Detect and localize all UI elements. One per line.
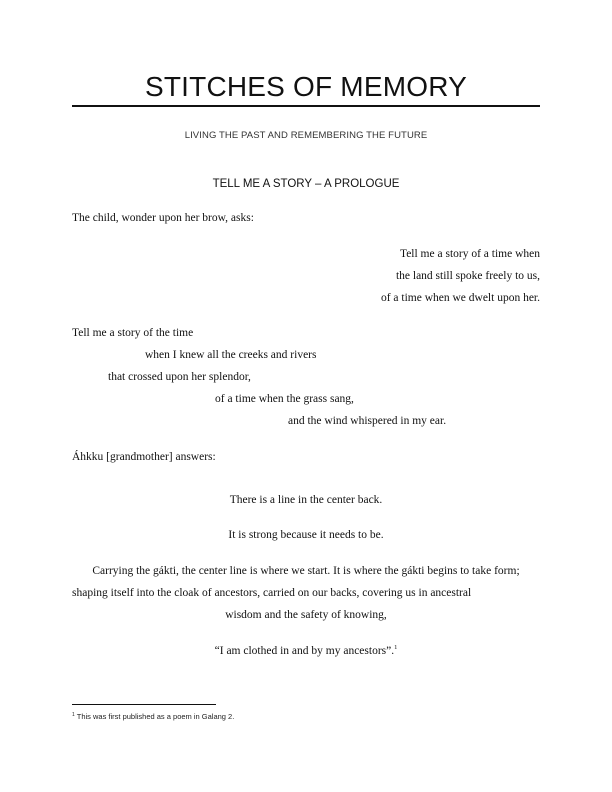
stanza1-line-3: of a time when we dwelt upon her. <box>380 292 540 304</box>
center-line-1: There is a line in the center back. <box>229 494 383 506</box>
answer-line: Áhkku [grandmother] answers: <box>72 451 216 463</box>
stanza1-line-2: the land still spoke freely to us, <box>395 270 540 282</box>
stanza2-line-2: when I knew all the creeks and rivers <box>145 349 317 361</box>
section-heading: TELL ME A STORY – A PROLOGUE <box>212 178 400 190</box>
intro-line: The child, wonder upon her brow, asks: <box>72 212 254 224</box>
quote-line <box>0 644 612 657</box>
paragraph-line-3: wisdom and the safety of knowing, <box>225 609 387 621</box>
document-subtitle: LIVING THE PAST AND REMEMBERING THE FUTURE <box>184 130 428 141</box>
title-rule <box>72 105 540 107</box>
stanza2-line-1: Tell me a story of the time <box>72 327 194 339</box>
stanza2-line-4: of a time when the grass sang, <box>215 393 354 405</box>
footnote <box>72 712 234 721</box>
stanza1-line-1: Tell me a story of a time when <box>399 248 540 260</box>
paragraph-line-2: shaping itself into the cloak of ancestors, carried on our backs, covering us in ancestral <box>72 587 472 599</box>
stanza2-line-5: and the wind whispered in my ear. <box>288 415 447 427</box>
footnote-reference[interactable]: 1 <box>394 644 398 651</box>
center-line-2: It is strong because it needs to be. <box>228 529 384 541</box>
document-title: STITCHES OF MEMORY <box>145 71 467 102</box>
stanza2-line-3: that crossed upon her splendor, <box>108 371 251 383</box>
paragraph-line-1: Carrying the gákti, the center line is where we start. It is where the gákti begins to take form; <box>92 565 520 577</box>
quote-text: “I am clothed in and by my ancestors”. <box>214 645 395 657</box>
footnote-rule <box>72 704 216 705</box>
footnote-number: 1 <box>72 712 75 718</box>
footnote-text: This was first published as a poem in Galang 2. <box>76 712 235 721</box>
